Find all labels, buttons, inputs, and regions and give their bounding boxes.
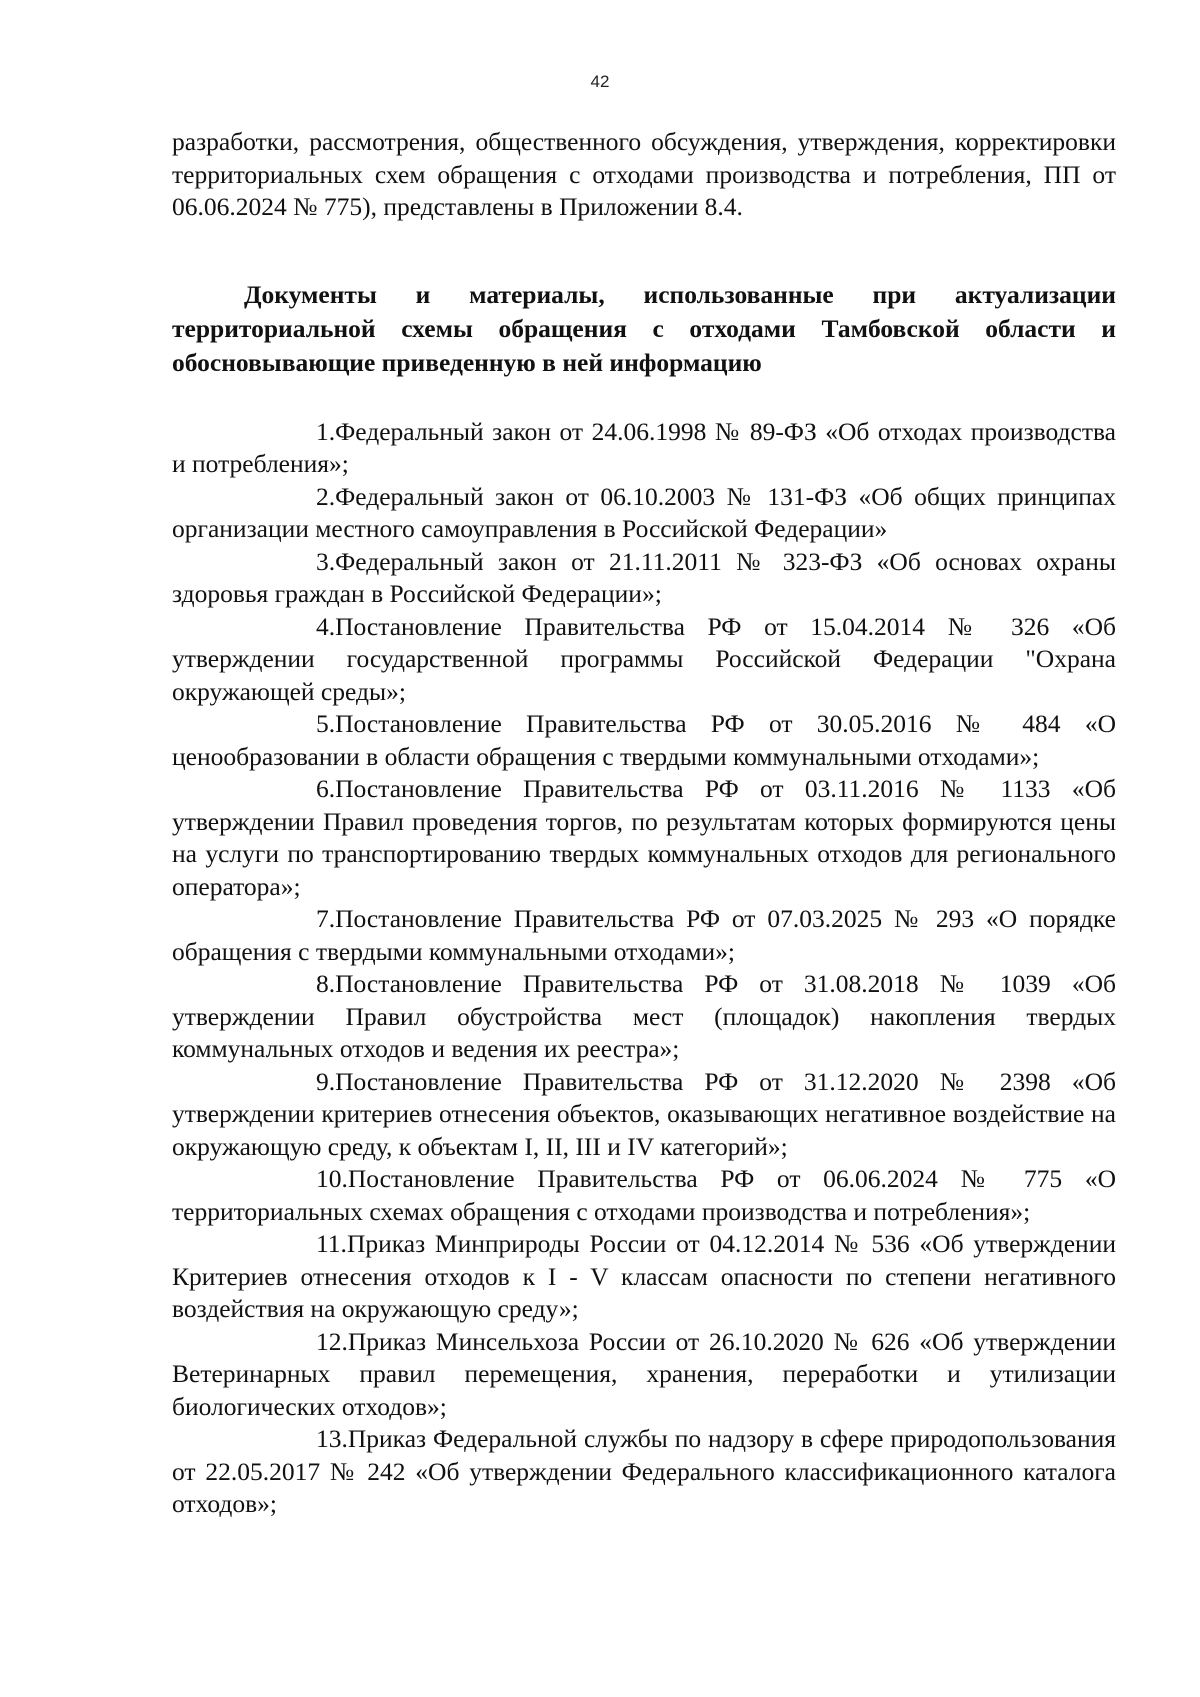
list-item xyxy=(172,903,1116,968)
list-item-number: 9. xyxy=(316,1066,336,1096)
page-number: 42 xyxy=(590,72,610,91)
list-item-number: 6. xyxy=(316,774,336,803)
list-item-text: Приказ Минприроды России от 04.12.2014 № 536 «Об утверждении Критериев отнесения отходов к I - V классам опасности по степени негативного воздействия на окружающую среду»; xyxy=(172,1229,1116,1323)
list-item-text: Федеральный закон от 21.11.2011 № 323-ФЗ «Об основах охраны здоровья граждан в Российской Федерации»; xyxy=(172,546,1116,608)
list-item-text: Федеральный закон от 06.10.2003 № 131-ФЗ «Об общих принципах организации местного самоуправления в Российской Федерации» xyxy=(172,481,1116,543)
list-item-number: 8. xyxy=(316,969,336,998)
intro-paragraph: разработки, рассмотрения, общественного обсуждения, утверждения, корректировки территориальных схем обращения с отходами производства и потребления, ПП от 06.06.2024 № 775), представлены в Приложении 8.4. xyxy=(172,127,1116,221)
list-item xyxy=(172,1423,1116,1521)
list-item-number: 11. xyxy=(316,1229,347,1258)
list-item-number: 7. xyxy=(316,904,336,933)
list-item-number: 12. xyxy=(316,1326,348,1356)
list-item xyxy=(172,546,1116,611)
list-item xyxy=(172,1066,1116,1164)
list-item-number: 10. xyxy=(316,1164,348,1193)
list-item-text: Приказ Минсельхоза России от 26.10.2020 № 626 «Об утверждении Ветеринарных правил перемещения, хранения, переработки и утилизации биологических отходов»; xyxy=(172,1326,1116,1421)
list-item-text: Федеральный закон от 24.06.1998 № 89-ФЗ «Об отходах производства и потребления»; xyxy=(172,416,1116,478)
list-item-text: Постановление Правительства РФ от 15.04.2014 № 326 «Об утверждении государственной программы Российской Федерации "Охрана окружающей среды»; xyxy=(172,611,1116,706)
list-item xyxy=(172,416,1116,481)
section-heading: Документы и материалы, использованные при актуализации территориальной схемы обращения с отходами Тамбовской области и обосновывающие приведенную в ней информацию xyxy=(172,279,1116,377)
list-item xyxy=(172,611,1116,709)
list-item-text: Постановление Правительства РФ от 03.11.2016 № 1133 «Об утверждении Правил проведения торгов, по результатам которых формируются цены на услуги по транспортированию твердых коммунальных отходов для регионального оператора»; xyxy=(172,774,1116,901)
list-item-number: 3. xyxy=(316,546,336,576)
list-item xyxy=(172,1228,1116,1326)
list-item-text: Постановление Правительства РФ от 31.12.2020 № 2398 «Об утверждении критериев отнесения объектов, оказывающих негативное воздействие на окружающую среду, к объектам I, II, III и IV категорий»; xyxy=(172,1066,1116,1161)
list-item xyxy=(172,708,1116,773)
list-item-text: Постановление Правительства РФ от 06.06.2024 № 775 «О территориальных схемах обращения с отходами производства и потребления»; xyxy=(172,1164,1116,1226)
list-item xyxy=(172,1163,1116,1228)
list-item-text: Постановление Правительства РФ от 07.03.2025 № 293 «О порядке обращения с твердыми коммунальными отходами»; xyxy=(172,904,1116,966)
page-content xyxy=(172,126,1116,1521)
list-item-number: 1. xyxy=(316,416,336,446)
documents-list xyxy=(172,416,1116,1521)
list-item xyxy=(172,968,1116,1066)
list-item-number: 13. xyxy=(316,1424,348,1453)
list-item-number: 5. xyxy=(316,709,336,738)
list-item xyxy=(172,1326,1116,1424)
list-item-number: 4. xyxy=(316,611,336,641)
list-item-text: Приказ Федеральной службы по надзору в сфере природопользования от 22.05.2017 № 242 «Об утверждении Федерального классификационного каталога отходов»; xyxy=(172,1424,1116,1518)
list-item xyxy=(172,773,1116,903)
list-item-text: Постановление Правительства РФ от 30.05.2016 № 484 «О ценообразовании в области обращения с твердыми коммунальными отходами»; xyxy=(172,709,1116,771)
list-item xyxy=(172,481,1116,546)
list-item-text: Постановление Правительства РФ от 31.08.2018 № 1039 «Об утверждении Правил обустройства мест (площадок) накопления твердых коммунальных отходов и ведения их реестра»; xyxy=(172,969,1116,1063)
list-item-number: 2. xyxy=(316,481,336,511)
